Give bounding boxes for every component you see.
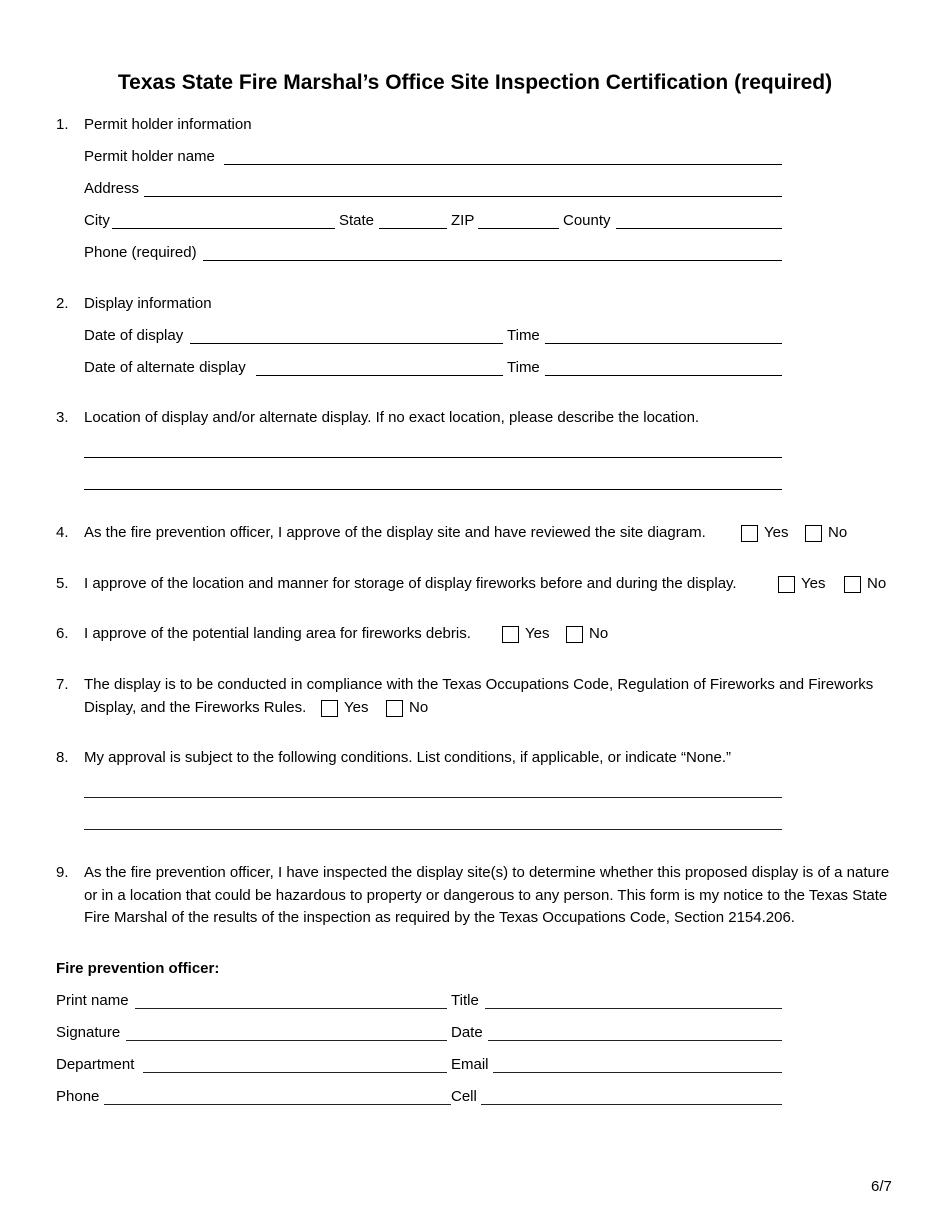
q7-yes-label: Yes: [344, 699, 369, 716]
section1-heading: Permit holder information: [84, 116, 252, 133]
q9-certification-text: As the fire prevention officer, I have inspected the display site(s) to determine whether this proposed display is of a nature or in a location that could be hazardous to property or dangerous to any person. This form is my notice to the Texas State Fire Marshal of the results of the inspection as required by the Texas Occupations Code, Section 2154.206.: [84, 864, 890, 926]
time-field[interactable]: [545, 343, 782, 344]
item-number-1: 1.: [56, 116, 69, 133]
county-field[interactable]: [616, 228, 782, 229]
officer-phone-field[interactable]: [104, 1104, 451, 1105]
permit-holder-name-label: Permit holder name: [84, 148, 215, 165]
department-field[interactable]: [143, 1072, 447, 1073]
conditions-line-2[interactable]: [84, 829, 782, 830]
date-of-display-field[interactable]: [190, 343, 503, 344]
county-label: County: [563, 212, 611, 229]
signature-field[interactable]: [126, 1040, 447, 1041]
phone-required-field[interactable]: [203, 260, 782, 261]
q5-yes-label: Yes: [801, 575, 826, 592]
q4-no-checkbox[interactable]: [805, 525, 822, 542]
q4-yes-label: Yes: [764, 524, 789, 541]
permit-holder-name-field[interactable]: [224, 164, 782, 165]
q5-no-label: No: [867, 575, 887, 592]
conditions-line-1[interactable]: [84, 797, 782, 798]
email-field[interactable]: [493, 1072, 782, 1073]
q6-no-label: No: [589, 625, 609, 642]
q4-no-label: No: [828, 524, 848, 541]
item-number-9: 9.: [56, 864, 69, 881]
q7-text-line1: The display is to be conducted in compliance with the Texas Occupations Code, Regulation of Fireworks and Fireworks: [84, 676, 874, 693]
q8-text: My approval is subject to the following conditions. List conditions, if applicable, or indicate “None.”: [84, 749, 732, 766]
alternate-time-label: Time: [507, 359, 540, 376]
cell-label: Cell: [451, 1088, 477, 1105]
state-field[interactable]: [379, 228, 447, 229]
signature-label: Signature: [56, 1024, 121, 1041]
state-label: State: [339, 212, 375, 229]
item-number-2: 2.: [56, 295, 69, 312]
officer-title-label: Title: [451, 992, 479, 1009]
item-number-5: 5.: [56, 575, 69, 592]
q7-text-line2: Display, and the Fireworks Rules.: [84, 699, 307, 716]
page-title: Texas State Fire Marshal’s Office Site Inspection Certification (required): [117, 71, 833, 94]
zip-field[interactable]: [478, 228, 559, 229]
q4-text: As the fire prevention officer, I approve of the display site and have reviewed the site diagram.: [84, 524, 706, 541]
zip-label: ZIP: [451, 212, 475, 229]
alternate-time-field[interactable]: [545, 375, 782, 376]
email-label: Email: [451, 1056, 489, 1073]
city-field[interactable]: [112, 228, 335, 229]
q5-yes-checkbox[interactable]: [778, 576, 795, 593]
item-number-7: 7.: [56, 676, 69, 693]
section2-heading: Display information: [84, 295, 212, 312]
date-of-alternate-display-field[interactable]: [256, 375, 503, 376]
phone-required-label: Phone (required): [84, 244, 197, 261]
q6-text: I approve of the potential landing area for fireworks debris.: [84, 625, 471, 642]
address-label: Address: [84, 180, 140, 197]
location-line-2[interactable]: [84, 489, 782, 490]
q5-no-checkbox[interactable]: [844, 576, 861, 593]
item-number-6: 6.: [56, 625, 69, 642]
page-number: 6/7: [871, 1178, 892, 1195]
date-of-alternate-display-label: Date of alternate display: [84, 359, 246, 376]
q7-no-checkbox[interactable]: [386, 700, 403, 717]
date-field[interactable]: [488, 1040, 782, 1041]
officer-heading: Fire prevention officer:: [56, 960, 220, 977]
item-number-8: 8.: [56, 749, 69, 766]
q7-yes-checkbox[interactable]: [321, 700, 338, 717]
location-instructions: Location of display and/or alternate display. If no exact location, please describe the location.: [84, 409, 700, 426]
address-field[interactable]: [144, 196, 782, 197]
location-line-1[interactable]: [84, 457, 782, 458]
city-label: City: [84, 212, 110, 229]
date-of-display-label: Date of display: [84, 327, 184, 344]
item-number-4: 4.: [56, 524, 69, 541]
officer-phone-label: Phone: [56, 1088, 100, 1105]
officer-title-field[interactable]: [485, 1008, 782, 1009]
department-label: Department: [56, 1056, 135, 1073]
q7-no-label: No: [409, 699, 429, 716]
time-label: Time: [507, 327, 540, 344]
q5-text: I approve of the location and manner for storage of display fireworks before and during the display.: [84, 575, 737, 592]
q4-yes-checkbox[interactable]: [741, 525, 758, 542]
date-label: Date: [451, 1024, 483, 1041]
item-number-3: 3.: [56, 409, 69, 426]
q6-yes-checkbox[interactable]: [502, 626, 519, 643]
q6-no-checkbox[interactable]: [566, 626, 583, 643]
cell-field[interactable]: [481, 1104, 782, 1105]
print-name-label: Print name: [56, 992, 129, 1009]
print-name-field[interactable]: [135, 1008, 447, 1009]
q6-yes-label: Yes: [525, 625, 550, 642]
